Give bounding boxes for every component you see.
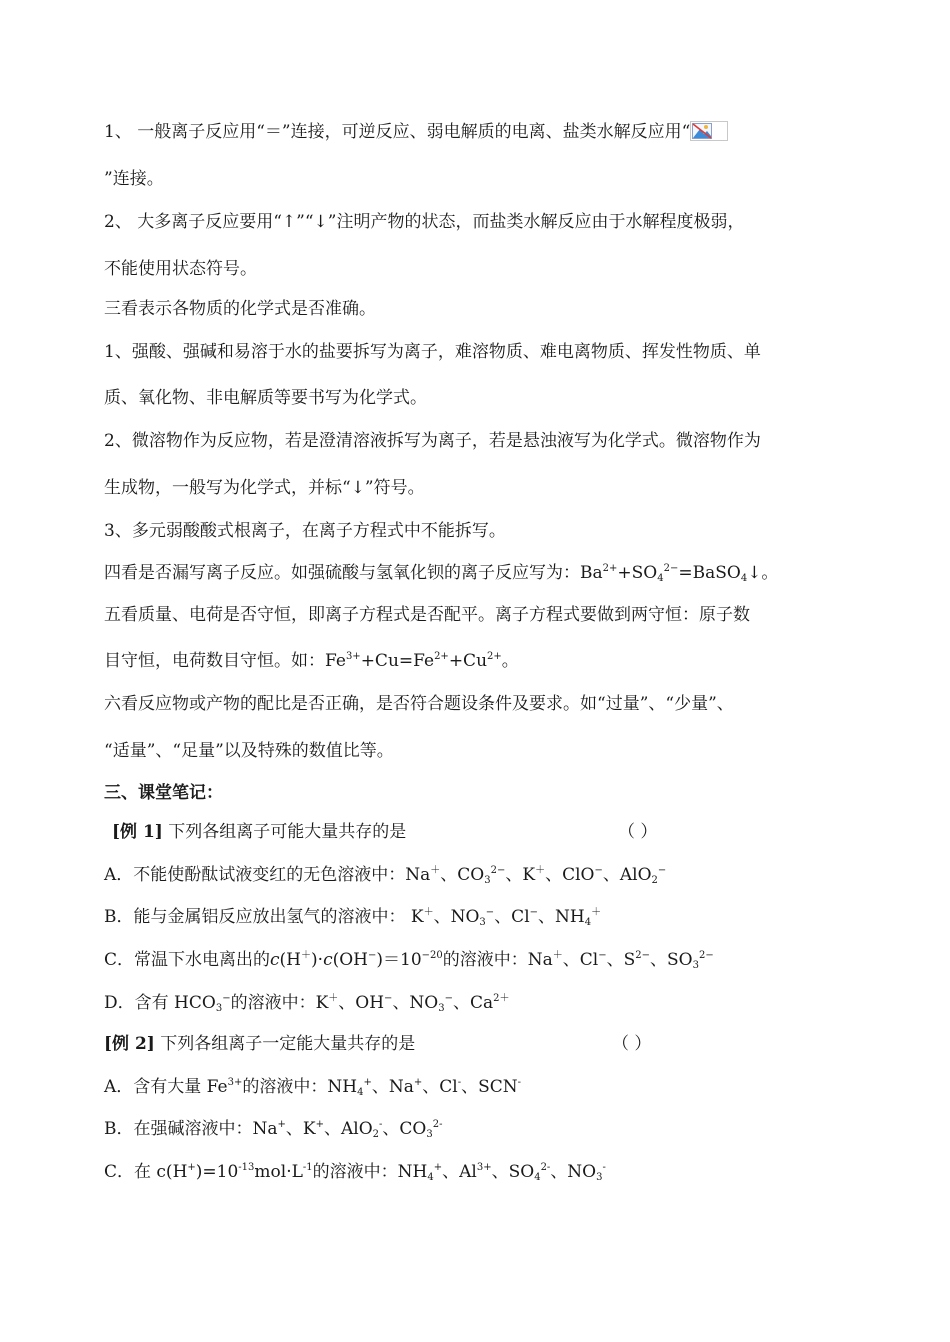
charge: 2− (699, 950, 714, 961)
formula-part: +Cu=Fe (360, 651, 435, 671)
exponent: -13 (238, 1162, 255, 1173)
rule-3-p1-text-end: 质、氧化物、非电解质等要书写为化学式。 (104, 388, 427, 408)
rule-2-text: 2、 大多离子反应要用“↑”“↓”注明产物的状态，而盐类水解反应由于水解程度极弱， (104, 212, 745, 232)
formula-part: 、Na (371, 1077, 414, 1097)
example-2-option-c (104, 1160, 890, 1184)
rule-5-text-end: 目守恒，电荷数目守恒。如：Fe (104, 651, 346, 671)
rule-3-heading-text: 三看表示各物质的化学式是否准确。 (104, 299, 376, 319)
rule-3-p1-text: 1、强酸、强碱和易溶于水的盐要拆写为离子，难溶物质、难电离物质、挥发性物质、单 (104, 342, 761, 362)
rule-3-p3 (104, 519, 890, 543)
example-1-label: [例 1] (112, 822, 163, 842)
formula-part: 、Cl (422, 1077, 458, 1097)
charge: − (594, 865, 603, 876)
option-text: A．含有大量 Fe (104, 1077, 228, 1097)
example-2-question-text: 下列各组离子一定能大量共存的是 (154, 1034, 416, 1054)
rule-1-text: 1、 一般离子反应用“＝”连接，可逆反应、弱电解质的电离、盐类水解反应用“ (104, 122, 691, 142)
formula-part: 的溶液中：NH (242, 1077, 358, 1097)
charge: + (277, 1119, 286, 1130)
charge: ＋ (423, 907, 434, 918)
rule-6-line-2 (104, 739, 890, 763)
example-2-option-b (104, 1117, 890, 1141)
rule-3-p2-line-2 (104, 476, 890, 500)
formula-part: 、Cl (494, 907, 530, 927)
rule-3-p2-text: 2、微溶物作为反应物，若是澄清溶液拆写为离子，若是悬浊液写为化学式。微溶物作为 (104, 431, 761, 451)
charge: ＋ (328, 993, 339, 1004)
option-text: B．能与金属铝反应放出氢气的溶液中： K (104, 907, 424, 927)
charge: 2+ (487, 651, 502, 662)
rule-3-p1-line-2 (104, 386, 890, 410)
subscript: 3 (484, 875, 491, 886)
formula-part: (OH (332, 950, 368, 970)
formula-part: c (323, 950, 333, 970)
example-1-option-c (104, 948, 890, 972)
formula-part: +Cu (448, 651, 488, 671)
example-1-option-a (104, 863, 890, 887)
subscript: 3 (438, 1003, 445, 1014)
formula-part: =BaSO (678, 563, 741, 583)
charge: ＋ (430, 865, 441, 876)
option-text: C．在 c(H (104, 1162, 188, 1182)
exponent: −20 (421, 950, 443, 961)
formula-part: 、OH (338, 993, 385, 1013)
formula-part: 的溶液中：K (230, 993, 329, 1013)
formula-part: )=10 (195, 1162, 239, 1182)
formula-part: 。 (501, 651, 519, 671)
charge: 3+ (227, 1077, 243, 1088)
charge: + (315, 1119, 324, 1130)
formula-part: )· (311, 950, 324, 970)
formula-part: 、CO (382, 1119, 427, 1139)
example-1-option-d (104, 991, 890, 1015)
rule-3-p3-text: 3、多元弱酸酸式根离子，在离子方程式中不能拆写。 (104, 521, 506, 541)
charge: 2- (432, 1119, 443, 1130)
rule-1-line-1 (104, 120, 890, 144)
option-text: D．含有 HCO (104, 993, 216, 1013)
subscript: 4 (740, 573, 748, 584)
rule-6-line-1 (104, 692, 890, 716)
formula-part: 、K (285, 1119, 316, 1139)
charge: + (413, 1077, 423, 1088)
example-2-option-a (104, 1075, 890, 1099)
subscript: 4 (584, 917, 592, 928)
formula-part: 、NO (433, 907, 480, 927)
formula-part: 、Al (442, 1162, 477, 1182)
rule-3-p2-line-1 (104, 429, 890, 453)
charge: - (379, 1119, 383, 1130)
formula-part: 、AlO (602, 865, 652, 885)
formula-part: mol·L (254, 1162, 303, 1182)
charge: - (517, 1077, 521, 1088)
rule-4-line (104, 561, 890, 585)
rule-2-line-1 (104, 210, 890, 234)
formula-part: +SO (617, 563, 658, 583)
charge: − (368, 950, 377, 961)
charge: − (384, 993, 393, 1004)
subscript: 3 (692, 960, 699, 971)
subscript: 2 (651, 875, 658, 886)
example-2-answer-blank: （ ） (612, 1034, 652, 1054)
rule-6-text-end: “适量”、“足量”以及特殊的数值比等。 (104, 741, 394, 761)
rule-2-text-end: 不能使用状态符号。 (104, 259, 257, 279)
rule-3-p1-line-1 (104, 340, 890, 364)
charge: 2+ (434, 651, 449, 662)
charge: − (222, 993, 231, 1004)
charge: + (363, 1077, 372, 1088)
example-2-question (104, 1032, 890, 1056)
example-2-label: [例 2] (104, 1034, 155, 1054)
formula-part: c (270, 950, 280, 970)
formula-part: 、CO (440, 865, 485, 885)
formula-part: 、NO (550, 1162, 597, 1182)
formula-part: (H (279, 950, 302, 970)
subscript: 3 (426, 1129, 433, 1140)
option-text: B．在强碱溶液中：Na (104, 1119, 278, 1139)
exponent: -1 (302, 1162, 313, 1173)
formula-part: 、S (606, 950, 636, 970)
charge: 2- (540, 1162, 551, 1173)
subscript: 3 (479, 917, 486, 928)
subscript: 4 (427, 1172, 434, 1183)
example-1-answer-blank: （ ） (618, 822, 658, 842)
option-text: A．不能使酚酞试液变红的无色溶液中：Na (104, 865, 431, 885)
rule-4-text: 四看是否漏写离子反应。如强硫酸与氢氧化钡的离子反应写为：Ba (104, 563, 603, 583)
rule-3-heading (104, 297, 890, 321)
charge: - (457, 1077, 462, 1088)
charge: 3+ (345, 651, 361, 662)
section-3-heading (104, 781, 890, 805)
charge: − (598, 950, 607, 961)
charge: + (187, 1162, 196, 1173)
charge: ＋ (535, 865, 546, 876)
subscript: 4 (357, 1087, 364, 1098)
charge: ＋ (591, 907, 602, 918)
rule-5-line-1 (104, 603, 890, 627)
option-text: C．常温下水电离出的 (104, 950, 271, 970)
subscript: 4 (657, 573, 664, 584)
formula-part: 、SO (491, 1162, 535, 1182)
formula-part: 的溶液中：Na (442, 950, 553, 970)
rule-6-text: 六看反应物或产物的配比是否正确，是否符合题设条件及要求。如“过量”、“少量”、 (104, 694, 734, 714)
charge: 2− (490, 865, 506, 876)
formula-part: 、SO (650, 950, 693, 970)
formula-part: 、SCN (461, 1077, 518, 1097)
charge: ＋ (301, 950, 312, 961)
charge: − (444, 993, 454, 1004)
charge: 2− (635, 950, 651, 961)
charge: 2＋ (493, 993, 510, 1004)
formula-part: 、Cl (562, 950, 599, 970)
formula-part: 的溶液中：NH (312, 1162, 428, 1182)
subscript: 3 (215, 1003, 223, 1014)
formula-part: 、NO (392, 993, 439, 1013)
section-3-heading-text: 三、课堂笔记： (104, 783, 223, 803)
charge: − (657, 865, 667, 876)
formula-part: ↓。 (747, 563, 779, 583)
rule-5-text: 五看质量、电荷是否守恒，即离子方程式是否配平。离子方程式要做到两守恒：原子数 (104, 605, 750, 625)
charge: 3+ (476, 1162, 492, 1173)
example-1-question-text: 下列各组离子可能大量共存的是 (162, 822, 407, 842)
formula-part: 、Ca (453, 993, 494, 1013)
rule-1-text-end: ”连接。 (104, 169, 164, 189)
rule-1-line-2 (104, 167, 890, 191)
charge: − (529, 907, 539, 918)
broken-image-icon (690, 121, 728, 141)
rule-5-line-2 (104, 649, 890, 673)
subscript: 4 (534, 1172, 541, 1183)
charge: ＋ (552, 950, 563, 961)
subscript: 2 (372, 1129, 380, 1140)
formula-part: 、NH (538, 907, 585, 927)
charge: - (602, 1162, 606, 1173)
formula-part: 、AlO (324, 1119, 373, 1139)
charge: 2− (663, 563, 679, 574)
rule-3-p2-text-end: 生成物，一般写为化学式，并标“↓”符号。 (104, 478, 425, 498)
example-1-option-b (104, 905, 890, 929)
charge: 2+ (602, 563, 618, 574)
formula-part: 、ClO (545, 865, 595, 885)
rule-2-line-2 (104, 257, 890, 281)
charge: + (433, 1162, 443, 1173)
subscript: 3 (596, 1172, 603, 1183)
example-1-question (112, 820, 890, 844)
charge: − (485, 907, 495, 918)
formula-part: 、K (505, 865, 536, 885)
formula-part: )＝10 (376, 950, 422, 970)
